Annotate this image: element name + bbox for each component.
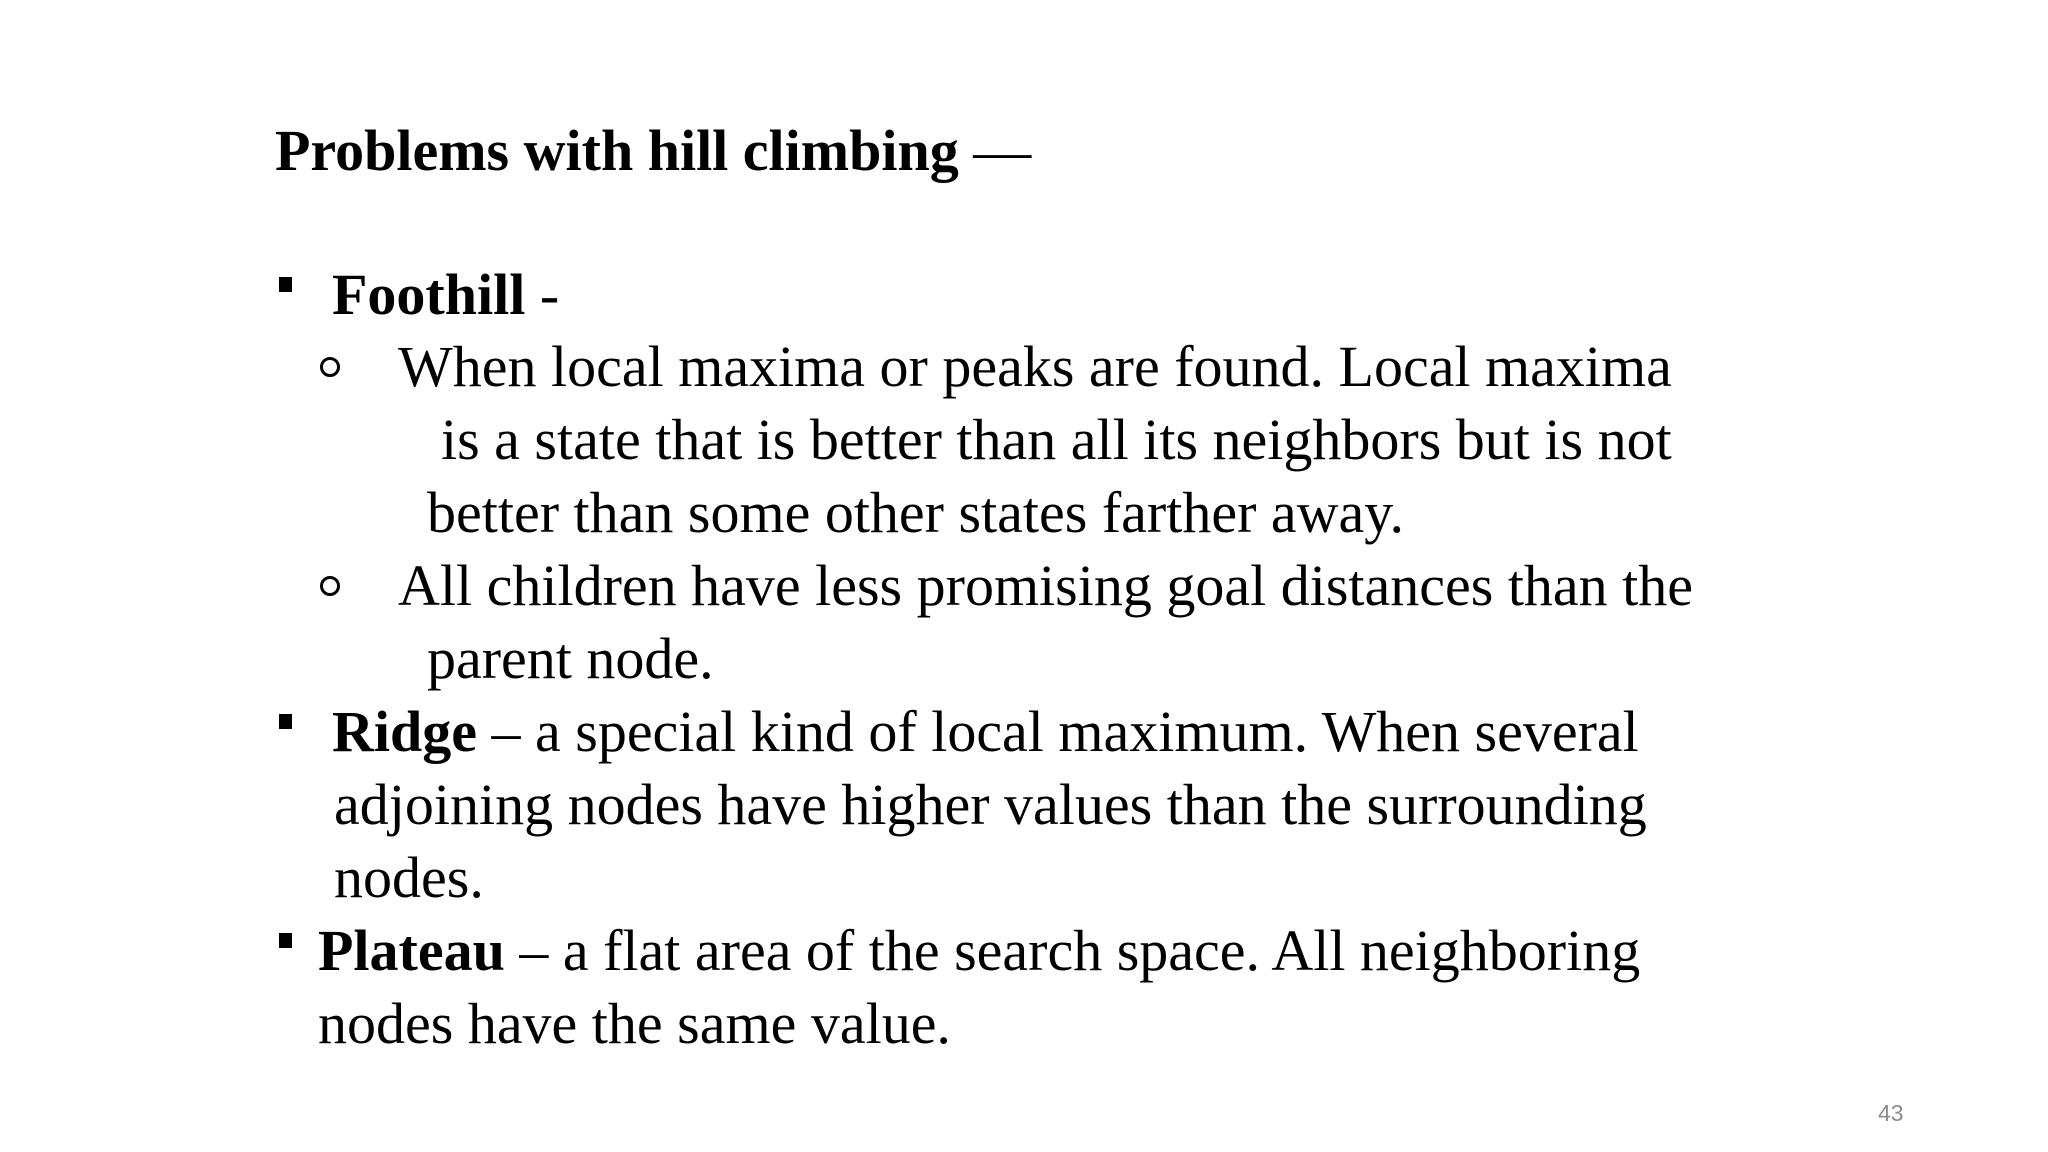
ridge-text: – a special kind of local maximum. When several xyxy=(477,699,1639,764)
foothill-sub2-line1: All children have less promising goal distances than the xyxy=(398,553,1694,618)
ridge-term: Ridge xyxy=(332,699,477,764)
foothill-sub1-line2: is a state that is better than all its neighbors but is not xyxy=(441,407,1672,472)
circle-bullet-icon xyxy=(320,357,340,377)
bullet-plateau-line1 xyxy=(318,918,1640,984)
plateau-text: – a flat area of the search space. All neighboring xyxy=(504,918,1641,983)
bullet-ridge-line1 xyxy=(332,699,1639,765)
foothill-sub1-line3: better than some other states farther away. xyxy=(427,480,1404,545)
square-bullet-icon xyxy=(279,933,292,948)
bullet-foothill xyxy=(332,262,559,328)
foothill-sub2-line2: parent node. xyxy=(427,626,714,691)
page-number: 43 xyxy=(1878,1100,1904,1126)
slide-title-dash: — xyxy=(958,118,1032,183)
slide-title xyxy=(275,118,1031,184)
foothill-sub1-line1: When local maxima or peaks are found. Local maxima xyxy=(398,334,1672,399)
square-bullet-icon xyxy=(279,277,292,292)
bullet-ridge-line2: adjoining nodes have higher values than the surrounding xyxy=(334,772,1647,837)
bullet-plateau-line2: nodes have the same value. xyxy=(318,991,951,1056)
plateau-term: Plateau xyxy=(318,918,505,983)
foothill-dash: - xyxy=(525,262,560,327)
foothill-term: Foothill xyxy=(332,262,526,327)
slide-title-bold: Problems with hill climbing xyxy=(275,118,959,183)
square-bullet-icon xyxy=(279,714,292,729)
bullet-ridge-line3: nodes. xyxy=(334,845,484,910)
circle-bullet-icon xyxy=(320,576,340,596)
